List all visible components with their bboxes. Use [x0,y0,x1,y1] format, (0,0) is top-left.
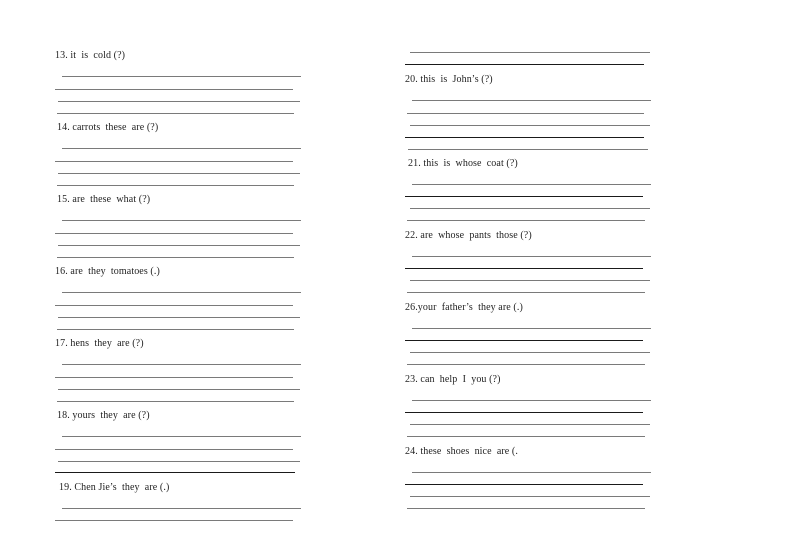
answer-line [405,484,643,485]
answer-line [405,268,643,269]
answer-line [407,364,645,365]
answer-line [412,472,651,473]
answer-line [62,292,301,293]
question-21: 21. this is whose coat (?) [408,158,518,169]
answer-line [410,496,650,497]
answer-line [55,377,293,378]
answer-line [410,208,650,209]
answer-line [407,113,644,114]
answer-line [405,137,644,138]
question-23: 23. can help I you (?) [405,374,501,385]
answer-line [58,461,300,462]
answer-line [412,100,651,101]
answer-line [412,184,651,185]
answer-line [55,520,293,521]
answer-line [407,220,645,221]
answer-line [62,76,301,77]
answer-line [57,401,294,402]
answer-line [410,125,650,126]
answer-line [407,508,645,509]
answer-line [57,185,294,186]
answer-line [55,233,293,234]
answer-line [57,257,294,258]
question-13: 13. it is cold (?) [55,50,126,61]
question-19: 19. Chen Jie’s they are (.) [59,482,170,493]
answer-line [412,400,651,401]
question-26: 26.your father’s they are (.) [405,302,523,313]
answer-line [58,173,300,174]
answer-line [405,412,643,413]
answer-line [55,472,295,473]
answer-line [62,508,301,509]
question-22: 22. are whose pants those (?) [405,230,532,241]
question-15: 15. are these what (?) [57,194,151,205]
answer-line [62,148,301,149]
answer-line [57,113,294,114]
answer-line [57,329,294,330]
answer-line [407,436,645,437]
answer-line [62,364,301,365]
answer-line [55,89,293,90]
answer-line [55,305,293,306]
answer-line [55,161,293,162]
answer-line [58,101,300,102]
question-20: 20. this is John’s (?) [405,74,493,85]
answer-line [405,196,643,197]
answer-line [412,328,651,329]
answer-line [410,352,650,353]
answer-line [62,436,301,437]
question-18: 18. yours they are (?) [57,410,150,421]
answer-line [410,280,650,281]
question-14: 14. carrots these are (?) [57,122,159,133]
answer-line [407,292,645,293]
answer-line [405,64,644,65]
answer-line [405,340,643,341]
answer-line [55,449,293,450]
answer-line [410,52,650,53]
answer-line [58,389,300,390]
question-16: 16. are they tomatoes (.) [55,266,160,277]
answer-line [62,220,301,221]
question-24: 24. these shoes nice are (. [405,446,518,457]
answer-line [408,149,648,150]
answer-line [58,317,300,318]
question-17: 17. hens they are (?) [55,338,144,349]
answer-line [412,256,651,257]
answer-line [410,424,650,425]
answer-line [58,245,300,246]
